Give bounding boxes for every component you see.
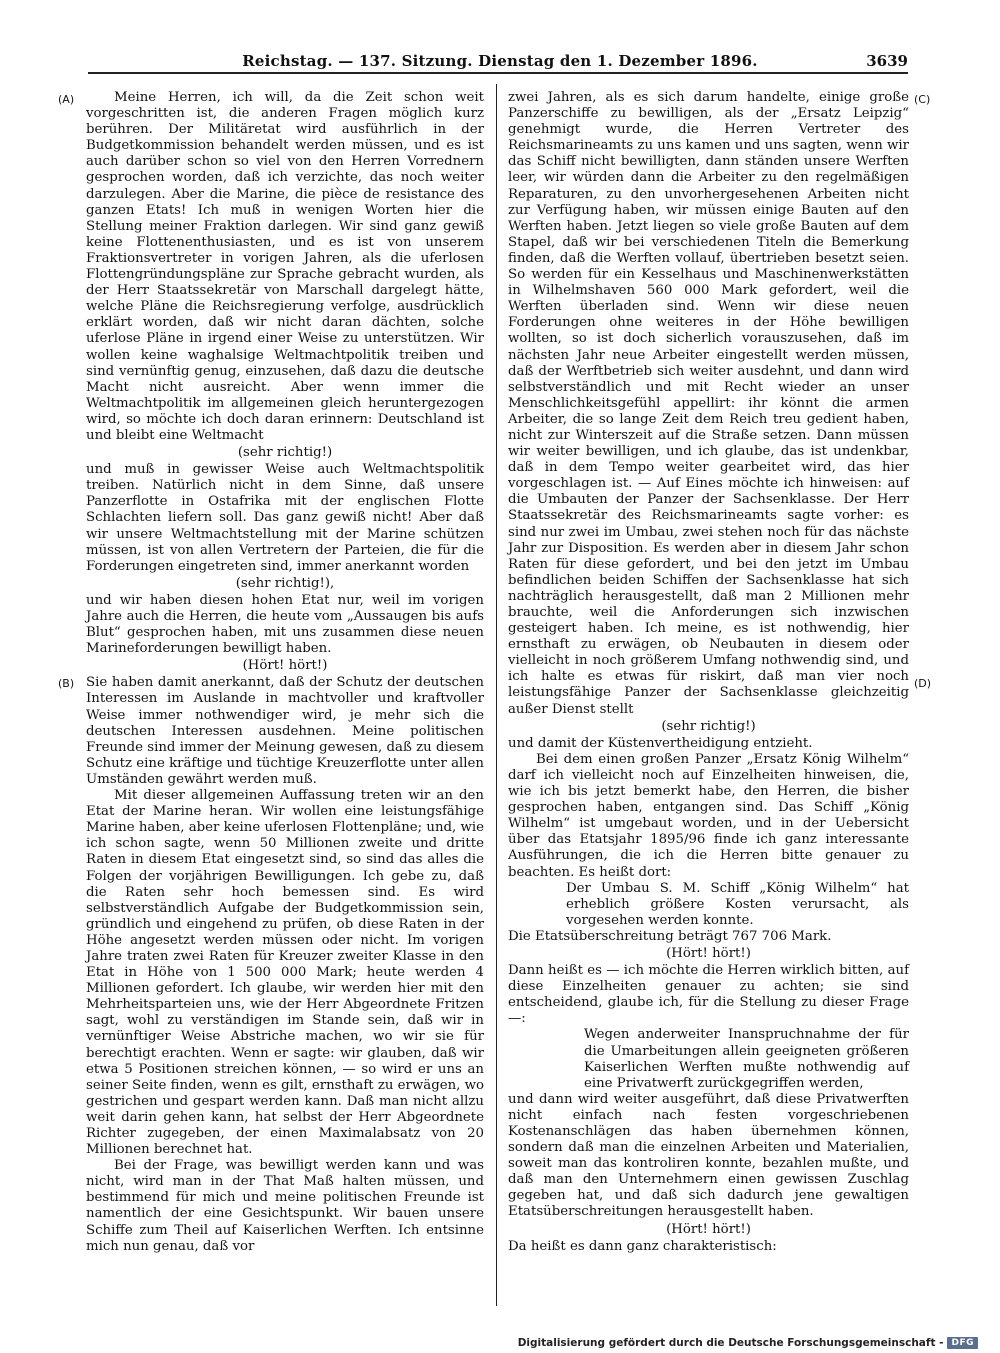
paragraph: Meine Herren, ich will, da die Zeit schon weit vorgeschritten ist, die anderen Fragen möglich kurz berühren. Der Militäretat wird ausführlich in der Budgetkommission behandelt werden müssen, und es ist auch darüber schon so viel von den Herren Vorrednern gesprochen worden, daß ich verzichte, das noch weiter darzulegen. Aber die Marine, die pièce de resistance des ganzen Etats! Ich muß in wenigen Worten hier die Stellung meiner Fraktion darlegen. Wir sind ganz gewiß keine Flottenenthusiasten, und es ist von unserem Fraktionsvertreter in vorigen Jahren, als die uferlosen Flottengründungspläne zur Sprache gebracht wurden, als der Herr Staatssekretär von Marschall dargelegt hätte, welche Pläne die Reichsregierung verfolge, ausdrücklich erklärt worden, daß wir nicht daran dächten, solche uferlose Pläne in irgend einer Weise zu unterstützen. Wir wollen keine waghalsige Weltmachtpolitik treiben und sind vernünftig genug, einzusehen, daß dazu die deutsche Macht nicht ausreicht. Aber wenn immer die Weltmachtpolitik im allgemeinen gleich heruntergezogen wird, so möchte ich doch daran erinnern: Deutschland ist und bleibt eine Weltmacht — [86, 90, 484, 443]
interjection: (sehr richtig!) — [661, 718, 756, 734]
interjection: (Hört! hört!) — [242, 658, 328, 674]
margin-marker-a: (A) — [58, 93, 75, 106]
margin-marker-b: (B) — [58, 677, 75, 690]
margin-marker-d: (D) — [914, 677, 932, 690]
paragraph: Sie haben damit anerkannt, daß der Schutz der deutschen Interessen im Auslande in machtvoller und kraftvoller Weise immer nothwendiger wird, je mehr sich die deutschen Interessen ausdehnen. Meine politischen Freunde sind immer der Meinung gewesen, daß zu diesem Schutz eine kräftige und tüchtige Kreuzerflotte unter allen Umständen gewährt werden muß. — [86, 675, 484, 787]
block-quote: Wegen anderweiter Inanspruchnahme der für die Umarbeitungen allein geeigneten größeren Kaiserlichen Werften mußte nothwendig auf eine Privatwerft zurückgegriffen werden, — [584, 1027, 909, 1091]
page-header — [0, 52, 1000, 72]
footer-credit: Digitalisierung gefördert durch die Deutsche Forschungsgemeinschaft - — [517, 1337, 944, 1349]
left-column — [86, 90, 484, 1255]
interjection: (sehr richtig!) — [237, 445, 333, 461]
paragraph: Mit dieser allgemeinen Auffassung treten wir an den Etat der Marine heran. Wir wollen eine leistungsfähige Marine haben, aber keine uferlosen Flottenpläne; und, wie ich schon sagte, wenn 50 Millionen zweite und dritte Raten in diesem Etat eingesetzt sind, so sind das alles die Folgen der vorjährigen Bewilligungen. Ich gebe zu, daß die Raten sehr hoch bemessen sind. Es wird selbstverständlich Aufgabe der Budgetkommission sein, gründlich und eingehend zu prüfen, ob diese Raten in der Höhe angesetzt werden müssen oder nicht. Im vorigen Jahre traten zwei Raten für Kreuzer zweiter Klasse in den Etat in Höhe von 1 500 000 Mark; heute werden 4 Millionen gefordert. Ich glaube, wir werden hier mit den Mehrheitsparteien uns, wie der Herr Abgeordnete Fritzen sagt, wohl zu verständigen im Stande sein, daß wir in vernünftiger Weise Abstriche machen, wo wir sie für berechtigt erachten. Wenn er sagte: wir glauben, daß wir etwa 5 Positionen streichen können, — so wird er uns an seiner Seite finden, wenn es gilt, ernsthaft zu erwägen, wo gestrichen und gespart werden kann. Daß man nicht allzu weit darin gehen kann, hat selbst der Herr Abgeordnete Richter zugegeben, der einen Maximalabsatz von 20 Millionen berechnet hat. — [86, 788, 484, 1158]
block-quote: Der Umbau S. M. Schiff „König Wilhelm“ hat erheblich größere Kosten verursacht, als vorgesehen werden konnte. — [566, 880, 909, 928]
dfg-logo: DFG — [947, 1337, 978, 1349]
paragraph: zwei Jahren, als es sich darum handelte, einige große Panzerschiffe zu bewilligen, als der „Ersatz Leipzig“ genehmigt wurde, die Herren Vertreter des Reichsmarineamts zu uns kamen und uns sagten, wenn wir das Schiff nicht bewilligten, dann ständen unsere Werften leer, wir würden dann die Arbeiter zu den regelmäßigen Reparaturen, zu den unvorhergesehenen Arbeiten nicht zur Verfügung haben, wir müssen einige Bauten auf den Werften haben. Jetzt liegen so viele große Bauten auf dem Stapel, daß wir bei verschiedenen Titeln die Bemerkung finden, daß die Werften vollauf, übertrieben besetzt seien. So werden für ein Kesselhaus und Maschinenwerkstätten in Wilhelmshaven 560 000 Mark gefordert, weil die Werften überladen sind. Wenn wir diese neuen Forderungen ohne weiteres in der Höhe bewilligen wollten, so ist doch sicherlich vorauszusehen, daß im nächsten Jahr neue Arbeiter eingestellt werden müssen, daß der Werftbetrieb sich weiter ausdehnt, und dann wird selbstverständlich und mit Recht wieder an unser Menschlichkeitsgefühl appellirt: ihr könnt die armen Arbeiter, die so lange Zeit dem Reich treu gedient haben, nicht zur Winterszeit auf die Straße setzen. Dann müssen wir weiter bewilligen, und ich glaube, das ist undenkbar, daß in dem Tempo weiter gearbeitet wird, das hier vorgeschlagen ist. — Auf Eines möchte ich hinweisen: auf die Umbauten der Panzer der Sachsenklasse. Der Herr Staatssekretär des Reichsmarineamts sagte vorher: es sind nur zwei im Umbau, zwei stehen noch für das nächste Jahr zur Disposition. Es werden aber in diesem Jahr schon Raten für diese gefordert, und bei den jetzt im Umbau befindlichen beiden Schiffen der Sachsenklasse hat sich nachträglich herausgestellt, daß man 2 Millionen mehr brauchte, weil die Anforderungen sich inzwischen gesteigert haben. Ich meine, es ist nothwendig, hier ernsthaft zu erwägen, ob Neubauten in diesem oder vielleicht in noch größerem Umfang nothwendig sind, und ich halte es etwas für riskirt, daß man vier noch leistungsfähige Panzer der Sachsenklasse gleichzeitig außer Dienst stellt — [508, 90, 909, 717]
paragraph: Bei dem einen großen Panzer „Ersatz König Wilhelm“ darf ich vielleicht noch auf Einzelheiten hinweisen, die, wie ich bis jetzt bemerkt habe, den Herren, die bisher gesprochen haben, entgangen sind. Das Schiff „König Wilhelm“ ist umgebaut worden, und in der Uebersicht über das Etatsjahr 1895/96 finde ich ganz interessante Ausführungen, die ich die Herren bitte genauer zu beachten. Es heißt dort: — [508, 751, 909, 880]
paragraph: Bei der Frage, was bewilligt werden kann und was nicht, wird man in der That Maß halten müssen, und bestimmend für mich und meine politischen Freunde ist namentlich der eine Gesichtspunkt. Wir bauen unsere Schiffe zum Theil auf Kaiserlichen Werften. Ich entsinne mich nun genau, daß vor — [86, 1158, 484, 1254]
column-divider — [496, 84, 497, 1306]
interjection: (Hört! hört!) — [666, 1221, 751, 1237]
paragraph: und damit der Küstenvertheidigung entzieht. — [508, 735, 813, 751]
interjection: (Hört! hört!) — [666, 945, 751, 961]
paragraph: und wir haben diesen hohen Etat nur, weil im vorigen Jahre auch die Herren, die heute vom „Aussaugen bis aufs Blut“ gesprochen haben, mit uns zusammen diese neuen Marineforderungen bewilligt haben. — [86, 592, 484, 657]
header-rule — [88, 72, 908, 74]
paragraph: Die Etatsüberschreitung beträgt 767 706 Mark. — [508, 928, 832, 944]
right-column — [508, 90, 909, 1255]
paragraph: Da heißt es dann ganz charakteristisch: — [508, 1238, 777, 1254]
margin-marker-c: (C) — [914, 93, 931, 106]
page-footer — [518, 1336, 978, 1350]
paragraph: und dann wird weiter ausgeführt, daß diese Privatwerften nicht einfach nach festen vorgeschriebenen Kostenanschlägen das haben übernehmen können, sondern daß man die einzelnen Arbeiten und Materialien, soweit man das kontroliren konnte, bezahlen mußte, und daß man den Unternehmern einen gewissen Zuschlag gegeben hat, und daß sich dadurch jene gewaltigen Etatsüberschreitungen herausgestellt haben. — [508, 1091, 909, 1220]
paragraph: und muß in gewisser Weise auch Weltmachtspolitik treiben. Natürlich nicht in dem Sinne, daß unsere Panzerflotte in Ostafrika mit der englischen Flotte Schlachten liefern soll. Das ganz gewiß nicht! Aber daß wir unsere Weltmachtstellung mit der Marine schützen müssen, ist von allen Vertretern der Parteien, die für die Forderungen eingetreten sind, immer anerkannt worden — [86, 462, 484, 574]
paragraph: Dann heißt es — ich möchte die Herren wirklich bitten, auf diese Einzelheiten genauer zu achten; sie sind entscheidend, glaube ich, für die Stellung zu dieser Frage —: — [508, 963, 909, 1027]
page-number: 3639 — [866, 52, 908, 70]
interjection: (sehr richtig!), — [235, 575, 335, 591]
page-title: Reichstag. — 137. Sitzung. Dienstag den 1. Dezember 1896. — [242, 52, 758, 70]
